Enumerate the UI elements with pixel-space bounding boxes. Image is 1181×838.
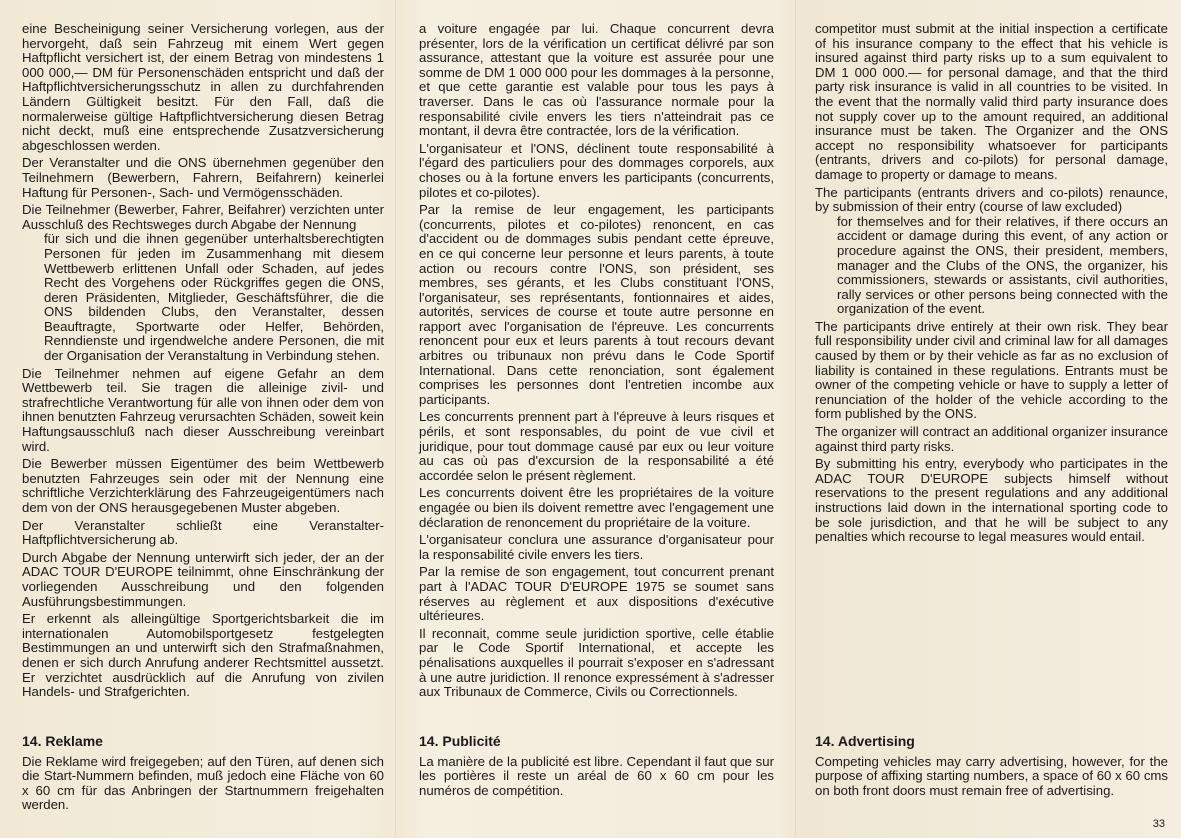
paragraph: Die Bewerber müssen Eigentümer des beim Wettbewerb benutzten Fahrzeuges sein oder mit der Nennung eine schriftliche Verzichterklärung des Fahrzeugeigentümers nach dem von der ONS herausgegebenen Muster abgeben.: [22, 456, 384, 515]
section-heading: 14. Publicité: [419, 733, 501, 749]
column-divider: [395, 0, 396, 838]
paragraph: L'organisateur conclura une assurance d'organisateur pour la responsabilité civile envers les tiers.: [419, 532, 774, 562]
english-column: [815, 22, 1168, 548]
paragraph: Der Veranstalter und die ONS übernehmen gegenüber den Teilnehmern (Bewerbern, Fahrern, Beifahrern) keinerlei Haftung für Personen-, Sach- und Vermögensschäden.: [22, 155, 384, 200]
indented-paragraph: für sich und die ihnen gegenüber unterhaltsberechtigten Personen für jeden im Zusammenhang mit diesem Wettbewerb erlittenen Unfall oder Schaden, auf jedes Recht des Vorgehens oder Rückgriffes gegen die ONS, deren Präsidenten, Mitglieder, Geschäftsführer, die die ONS bildenden Clubs, den Veranstalter, dessen Beauftragte, Sportwarte oder Helfer, Behörden, Renndienste und irgendwelche andere Personen, die mit der Organisation der Veranstaltung in Verbindung stehen.: [44, 231, 384, 364]
paragraph: Par la remise de son engagement, tout concurrent prenant part à l'ADAC TOUR D'EUROPE 1975 se soumet sans réserves au règlement et aux dispositions d'exécutive ultérieures.: [419, 564, 774, 624]
section-text: Competing vehicles may carry advertising, however, for the purpose of affixing starting numbers, a space of 60 x 60 cms on both front doors must remain free of advertising.: [815, 753, 1168, 798]
paragraph: Die Teilnehmer nehmen auf eigene Gefahr an dem Wettbewerb teil. Sie tragen die alleinige zivil- und strafrechtliche Verantwortung für alle von ihnen oder dem von ihnen benutzten Fahrzeug verursachten Schäden, soweit kein Haftungsausschluß nach dieser Ausschreibung vereinbart wird.: [22, 365, 384, 454]
paragraph: L'organisateur et l'ONS, déclinent toute responsabilité à l'égard des particuliers pour des dommages corporels, aux choses ou à la fortune envers les participants (concurrents, pilotes et co-pilotes).: [419, 140, 774, 200]
paragraph: Der Veranstalter schließt eine Veranstalter-Haftpflichtversicherung ab.: [22, 517, 384, 548]
column-divider: [795, 0, 796, 838]
paragraph: The participants drive entirely at their own risk. They bear full responsibility under civil and criminal law for all damages caused by them or by their vehicle as far as no exclusion of liability is contained in these regulations. Entrants must be owner of the competing vehicle or have to supply a letter of renunciation of the holder of the vehicle according to the form published by the ONS.: [815, 318, 1168, 422]
section-text: La manière de la publicité est libre. Cependant il faut que sur les portières il reste un aréal de 60 x 60 cm pour les numéros de compétition.: [419, 753, 774, 798]
section-heading: 14. Reklame: [22, 733, 103, 749]
paragraph: Die Teilnehmer (Bewerber, Fahrer, Beifahrer) verzichten unter Ausschluß des Rechtsweges durch Abgabe der Nennung: [22, 202, 384, 232]
page-number: 33: [1152, 818, 1165, 830]
german-column: [22, 22, 384, 703]
indented-paragraph: for themselves and for their relatives, if there occurs an accident or damage during this event, of any action or procedure against the ONS, their president, members, manager and the Clubs of the ONS, the organizer, his commissioners, stewards or assistants, civil authorities, rally services or other persons being connected with the organization of the event.: [837, 213, 1168, 317]
french-column: [419, 22, 774, 703]
section-heading: 14. Advertising: [815, 733, 915, 749]
section-advertising: [815, 734, 1168, 798]
paragraph: Er erkennt als alleingültige Sportgerichtsbarkeit die im internationalen Automobilsportgesetz festgelegten Bestimmungen an und unterwirft sich den Strafmaßnahmen, denen er sich durch Anrufung anderer Rechtsmittel aussetzt. Er verzichtet ausdrücklich auf die Anrufung von zivilen Handels- und Strafgerichten.: [22, 611, 384, 700]
paragraph: Durch Abgabe der Nennung unterwirft sich jeder, der an der ADAC TOUR D'EUROPE teilnimmt, ohne Einschränkung der vorliegenden Ausschreibung und den folgenden Ausführungsbestimmungen.: [22, 549, 384, 609]
section-reklame: [22, 734, 384, 813]
section-text: Die Reklame wird freigegeben; auf den Türen, auf denen sich die Start-Nummern befinden, muß jedoch eine Fläche von 60 x 60 cm für das Anbringen der Startnummern freigehalten werden.: [22, 753, 384, 813]
paragraph: competitor must submit at the initial inspection a certificate of his insurance company to the effect that his vehicle is insured against third party risks up to a sum equivalent to DM 1 000 000.— for personal damage, and that the third party risk insurance is valid in all countries to be visited. In the event that the normally valid third party insurance does not supply cover up to the amount required, an additional insurance must be taken. The Organizer and the ONS accept no responsibility whatsoever for participants (entrants, drivers and co-pilots) for personal damage, damage to property or damage to means.: [815, 21, 1168, 182]
paragraph: Il reconnait, comme seule juridiction sportive, celle établie par le Code Sportif International, et accepte les pénalisations auxquelles il pourrait s'exposer en s'adressant à une autre juridiction. Il renonce expressément à s'adresser aux Tribunaux de Commerce, Civils ou Correctionnels.: [419, 625, 774, 700]
paragraph: By submitting his entry, everybody who participates in the ADAC TOUR D'EUROPE subjects himself without reservations to the present regulations and any additional instructions laid down in the international sporting code to be sole jurisdiction, and that he will be subject to any penalties which recourse to legal measures would entail.: [815, 456, 1168, 545]
paragraph: Les concurrents doivent être les propriétaires de la voiture engagée ou bien ils doivent remettre avec l'engagement une déclaration de renoncement du propriétaire de la voiture.: [419, 485, 774, 530]
paragraph: a voiture engagée par lui. Chaque concurrent devra présenter, lors de la vérification un certificat délivré par son assurance, attestant que la voiture est assurée pour une somme de DM 1 000 000 pour les dommages à la personne, et que cette garantie est valable pour tous les pays à traverser. Dans le cas où l'assurance normale pour la responsabilité civile envers les tiers n'atteindrait pas ce montant, il devra être contractée, lors de la vérification.: [419, 21, 774, 139]
paragraph: The participants (entrants drivers and co-pilots) renaunce, by submission of their entry (course of law excluded): [815, 184, 1168, 215]
paragraph: Par la remise de leur engagement, les participants (concurrents, pilotes et co-pilotes) renoncent, en cas d'accident ou de dommages subis pendant cette épreuve, en ce qui concerne leur personne et leurs parents, à toute action ou recours contre l'ONS, son président, ses membres, ses gérants, et les Clubs constituant l'ONS, l'organisateur, ses représentants, fontionnaires et aides, autorités, services de course et toute autre personne en rapport avec l'organisation de l'épreuve. Les concurrents renoncent pour eux et leurs parents à tout recours devant arbitres ou tribunaux non prévu dans le Code Sportif International. Dans cette renonciation, sont également comprises les personnes dont l'entretien incombe aux participants.: [419, 202, 774, 407]
paragraph: The organizer will contract an additional organizer insurance against third party risks.: [815, 424, 1168, 454]
section-publicite: [419, 734, 774, 798]
paragraph: eine Bescheinigung seiner Versicherung vorlegen, aus der hervorgeht, daß sein Fahrzeug mit einem Wert gegen Haftpflicht versichert ist, der einem Betrag von mindestens 1 000 000,— DM für Personenschäden entspricht und daß der Haftpflichtversicherungsschutz in allen zu durchfahrenden Ländern Gültigkeit besitzt. Für den Fall, daß die normalerweise gültige Haftpflichtversicherung diesen Betrag nicht deckt, muß eine entsprechende Zusatzversicherung abgeschlossen werden.: [22, 21, 384, 153]
paragraph: Les concurrents prennent part à l'épreuve à leurs risques et périls, et sont responsables, du point de vue civil et juridique, pour tout dommage causé par eux ou leur voiture au cas où pas d'excursion de la responsabilité a été accordée selon le présent règlement.: [419, 409, 774, 483]
